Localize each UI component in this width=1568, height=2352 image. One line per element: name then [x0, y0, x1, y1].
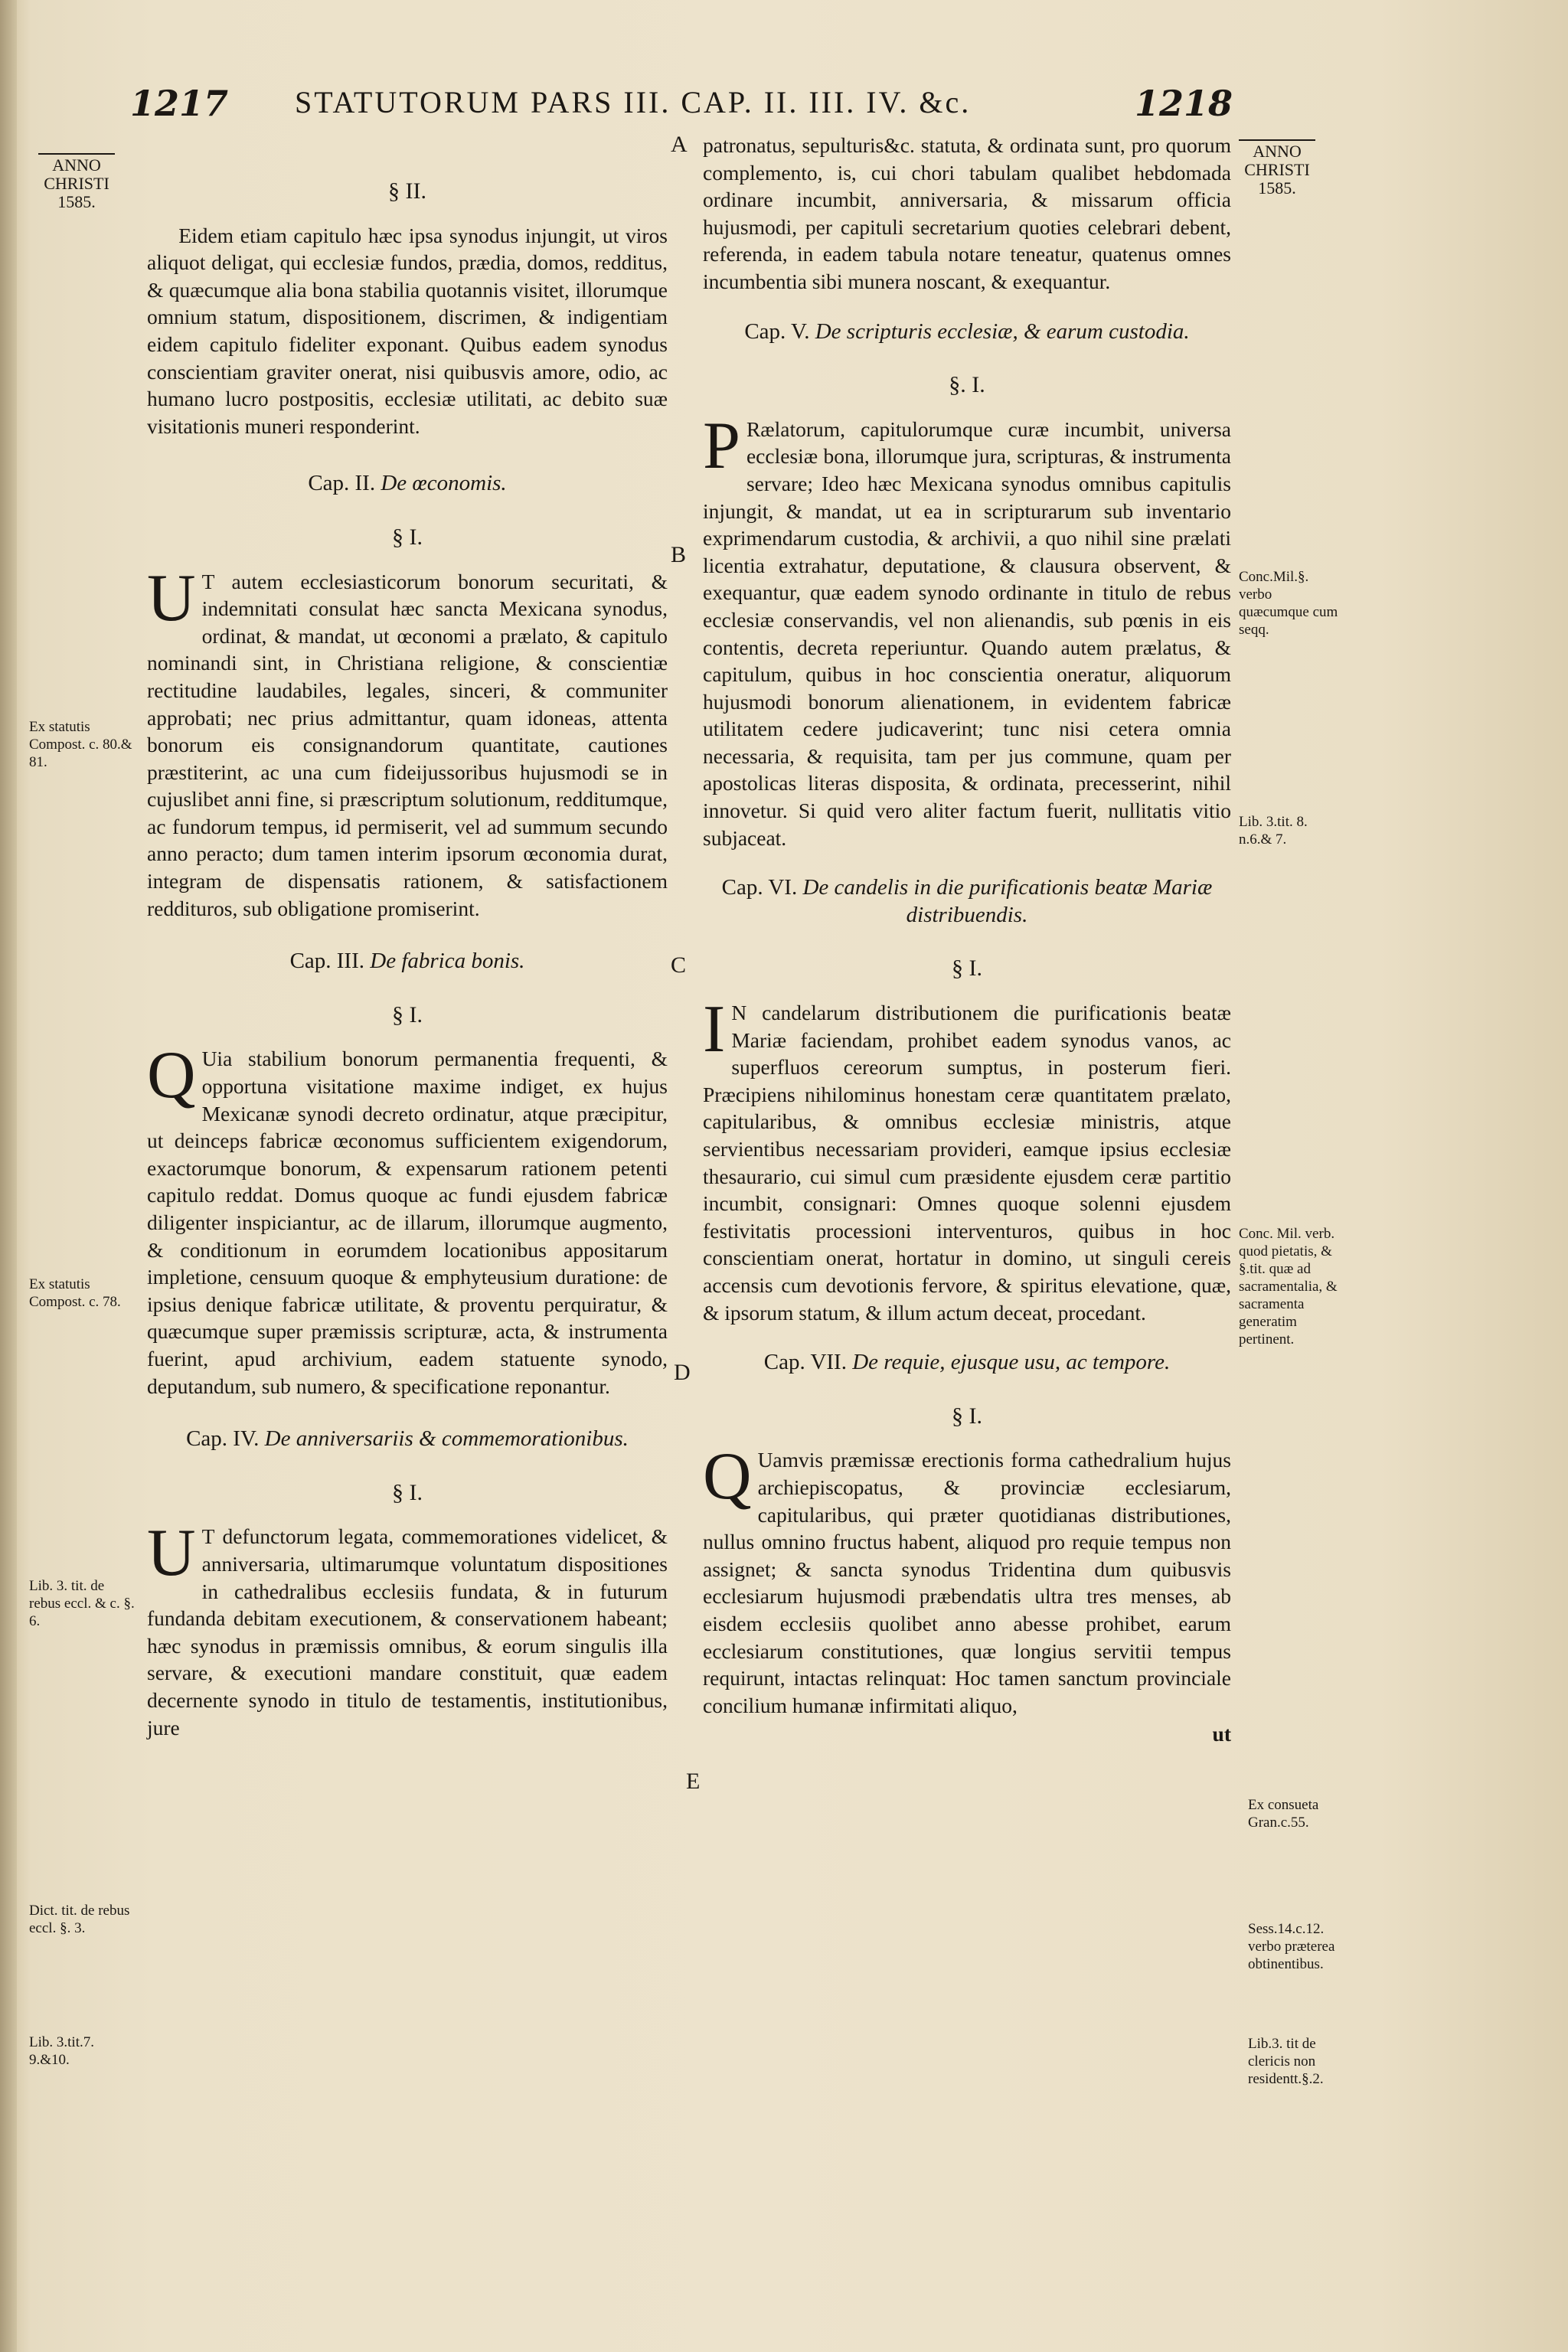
- paragraph-text: Uia stabilium bonorum permanentia frequenti, & opportuna visitatione maxime indiget, ex hujus Mexicanæ synodi decreto ordinatur, atque præcipitur, ut deinceps fabricæ œconomus sufficientem exigendorum, exactorumque bonorum, & expensarum rationem petenti capitulo reddat. Domus quoque ac fundi ejusdem fabricæ diligenter inspiciantur, ac de illarum, illorumque augmento, & conditionum in eorumdem locationibus appositarum impletione, censuum quoque & emphyteusium duratione: de ipsius denique fabricæ utilitate, & proventu perquiratur, & quæcumque super præmissis scripturæ, acta, & instrumenta fuerint, apud archivium, eadem statuente synodo, deputandum, sub numero, & specificatione reponantur.: [147, 1047, 668, 1398]
- margin-note-right: Ex consueta Gran.c.55.: [1248, 1797, 1319, 1831]
- paragraph-text: T autem ecclesiasticorum bonorum securitati, & indemnitati consulat hæc sancta Mexicana synodus, ordinat, & mandat, ut œconomi a prælato, & capitulo nominandi sint, in Christiana religione, & conscientiæ rectitudine laudabiles, legales, sinceri, & communiter approbati; nec prius admittantur, quam idoneas, attenta bonorum eis consignandorum quantitate, cautiones præstiterint, ac una cum fideijussoribus hujusmodi se in cujuslibet anni fine, si præscriptum solutionum, redditumque, ac fundorum tempus, id permiserit, vel ad summum secundo anno peracto; dum tamen interim ipsorum œconomia durat, integram de dispensatis rationem, & satisfactionem reddituros, sub obligatione promiserint.: [147, 569, 668, 920]
- paragraph: [703, 408, 1231, 852]
- section-heading: § I.: [392, 1001, 423, 1027]
- anno-christi-left: [31, 153, 122, 211]
- drop-cap: I: [703, 992, 726, 1067]
- chapter-title: De œconomis.: [381, 471, 507, 496]
- section-heading: § I.: [392, 1479, 423, 1505]
- chapter-title: De anniversariis & commemorationibus.: [264, 1426, 629, 1452]
- paragraph-text: Uamvis præmissæ erectionis forma cathedralium hujus archiepiscopatus, & provinciæ ecclesiarum, capitularibus, qui præter quotidianas distributiones, nullus omnino fructus habent, aliquod pro requie tempus non assignet; & sancta synodus Tridentina dum quibusvis ecclesiarum hujusmodi præbendatis ultra tres menses, ab eisdem ecclesiis quolibet anno abesse prohibet, earum ecclesiarum constitutiones, quæ longius servitii tempus requirunt, intactas relinquat: Hoc tamen sanctum provinciale concilium humanæ infirmitati aliquo,: [703, 1448, 1231, 1717]
- chapter-title: De candelis in die purificationis beatæ Mariæ distribuendis.: [802, 875, 1213, 927]
- anno-year: 1585.: [1258, 178, 1296, 198]
- page-number-right: 1218: [1134, 83, 1233, 124]
- chapter-title: De scripturis ecclesiæ, & earum custodia.: [815, 318, 1190, 344]
- chapter-heading: [703, 874, 1231, 929]
- paragraph: [147, 560, 668, 923]
- section-letter: A: [671, 132, 688, 157]
- margin-note-left: Lib. 3. tit. de rebus eccl. & c. §. 6.: [29, 1578, 135, 1629]
- drop-cap: P: [703, 408, 740, 483]
- drop-cap: Q: [703, 1439, 752, 1514]
- paragraph: [147, 1516, 668, 1741]
- anno-label: ANNO: [1253, 142, 1302, 161]
- section-letter: C: [671, 952, 687, 978]
- section-heading: §. I.: [949, 372, 985, 398]
- christi-label: CHRISTI: [44, 174, 109, 193]
- drop-cap: U: [147, 1516, 196, 1591]
- chapter-heading: [703, 1349, 1231, 1377]
- margin-note-left: Ex statutis Compost. c. 80.& 81.: [29, 719, 132, 770]
- chapter-heading: [703, 318, 1231, 346]
- paragraph: [147, 1038, 668, 1400]
- rule: [38, 153, 115, 155]
- drop-cap: Q: [147, 1038, 196, 1113]
- catchword: ut: [1212, 1722, 1231, 1746]
- chapter-number: Cap. IV.: [186, 1426, 260, 1452]
- paragraph-text: N candelarum distributionem die purificationis beatæ Mariæ faciendam, prohibet eadem synodus vanos, ac superfluos cereorum sumptus, in posterum fieri. Præcipiens nihilominus honestam ceræ quantitatem prælato, capitularibus, & omnibus ecclesiæ ministris, atque servientibus necessariam provideri, eamque ipsius ecclesiæ thesaurario, cui simul cum præsidente ejusdem ceræ partitio incumbit, consignari: Omnes quoque solenni ejusdem festivitatis processioni interventuros, quibus in hoc conscientiam onerat, hortatur in domino, ut singuli cereis accensis cum devotionis fervore, & spiritus elevatione, quæ, & ipsorum statum, & illum actum deceat, procedant.: [703, 1001, 1231, 1325]
- margin-note-right: Lib. 3.tit. 8. n.6.& 7.: [1239, 814, 1308, 848]
- section-letter: E: [686, 1769, 701, 1794]
- chapter-number: Cap. II.: [308, 471, 376, 496]
- chapter-title: De fabrica bonis.: [370, 949, 525, 974]
- chapter-number: Cap. V.: [744, 318, 810, 344]
- anno-christi-right: [1231, 139, 1323, 198]
- chapter-number: Cap. VI.: [721, 875, 798, 900]
- chapter-number: Cap. VII.: [763, 1350, 847, 1375]
- chapter-heading: [147, 1426, 668, 1453]
- running-header: [130, 83, 1233, 129]
- margin-note-right: Lib.3. tit de clericis non residentt.§.2.: [1248, 2036, 1324, 2087]
- margin-note-right: Conc. Mil. verb. quod pietatis, & §.tit. quæ ad sacramentalia, & sacramenta generatim pertinent.: [1239, 1226, 1338, 1348]
- paragraph: [703, 1439, 1231, 1719]
- margin-note-left: Ex statutis Compost. c. 78.: [29, 1276, 121, 1310]
- section-heading: § I.: [392, 524, 423, 550]
- drop-cap: U: [147, 560, 196, 635]
- page-number-left: 1217: [130, 83, 229, 124]
- chapter-heading: [147, 948, 668, 975]
- left-column: [147, 178, 668, 1741]
- anno-label: ANNO: [52, 155, 101, 175]
- paragraph: patronatus, sepulturis&c. statuta, & ordinata sunt, pro quorum complemento, is, cui chori tabulam qualibet hebdomada ordinare incumbit, anniversaria, & missarum officia hujusmodi, per capituli secretarium quoties celebrari debent, referenda, in eadem tabula notare teneatur, quatenus omnes incumbentia sibi munera noscant, & exequantur.: [703, 133, 1231, 293]
- chapter-number: Cap. III.: [289, 949, 364, 974]
- running-title: STATUTORUM PARS III. CAP. II. III. IV. &c.: [295, 85, 972, 119]
- section-heading: § I.: [952, 956, 982, 982]
- margin-note-left: Lib. 3.tit.7. 9.&10.: [29, 2034, 94, 2068]
- paragraph: Eidem etiam capitulo hæc ipsa synodus injungit, ut viros aliquot deligat, qui ecclesiæ fundos, prædia, domos, redditus, & quæcumque alia bona stabilia quotannis visitet, illorumque omnium statum, dispositionem, discrimen, & indigentiam eidem capitulo fideliter exponant. Quibus eadem synodus conscientiam graviter onerat, nisi quibusvis amore, odio, ac humano lucro postpositis, ecclesiæ utilitati, ac debito suæ visitationis muneri responderint.: [147, 223, 668, 438]
- paragraph-text: T defunctorum legata, commemorationes videlicet, & anniversaria, ultimarumque voluntatum dispositiones in cathedralibus ecclesiis fundata, & in futurum fundanda debitam executionem, & conservationem habeant; hæc synodus in præmissis omnibus, & eorum singulis illa servare, & executioni mandare constituit, quæ eadem decernente synodo in titulo de testamentis, institutionibus, jure: [147, 1524, 668, 1740]
- anno-year: 1585.: [57, 192, 96, 211]
- chapter-title: De requie, ejusque usu, ac tempore.: [852, 1350, 1171, 1375]
- section-heading: § II.: [388, 178, 426, 204]
- chapter-heading: [147, 470, 668, 498]
- margin-note-right: Sess.14.c.12. verbo præterea obtinentibus.: [1248, 1921, 1335, 1972]
- paragraph-text: Rælatorum, capitulorumque curæ incumbit, universa ecclesiæ bona, illorumque jura, scripturas, & instrumenta servare; Ideo hæc Mexicana synodus omnibus capitulis injungit, & mandat, ut ea in scripturarum sub inventario exprimendarum custodia, & archivii, a quo nihil sine prælati licentia extrahatur, deputatione, & clausura observent, & exequantur, quæ eadem synodo ordinante in titulo de rebus ecclesiæ conservandis, vel non alienandis, sub pœnis in eis contentis, decreta reperiuntur. Quando autem prælatus, & capitulum, quibus in hoc conscientia oneratur, aliquorum hujusmodi bonorum alienationem, in evidentem fabricæ utilitatem cedere judicaverint; tunc nisi cetera omnia necessaria, & requisita, tam per jus commune, quam per apostolicas literas disposita, & ordinata, precesserint, nihil innovetur. Si quid vero aliter factum fuerit, nullitatis vitio subjaceat.: [703, 416, 1231, 850]
- section-heading: § I.: [952, 1403, 982, 1429]
- paragraph: [703, 992, 1231, 1326]
- section-letter: D: [674, 1360, 691, 1385]
- right-column: [703, 132, 1231, 1748]
- margin-note-right: Conc.Mil.§. verbo quæcumque cum seqq.: [1239, 569, 1338, 638]
- page-gutter: [0, 0, 17, 2352]
- rule: [1239, 139, 1315, 141]
- section-letter: B: [671, 542, 687, 567]
- margin-note-left: Dict. tit. de rebus eccl. §. 3.: [29, 1903, 130, 1936]
- christi-label: CHRISTI: [1244, 160, 1310, 179]
